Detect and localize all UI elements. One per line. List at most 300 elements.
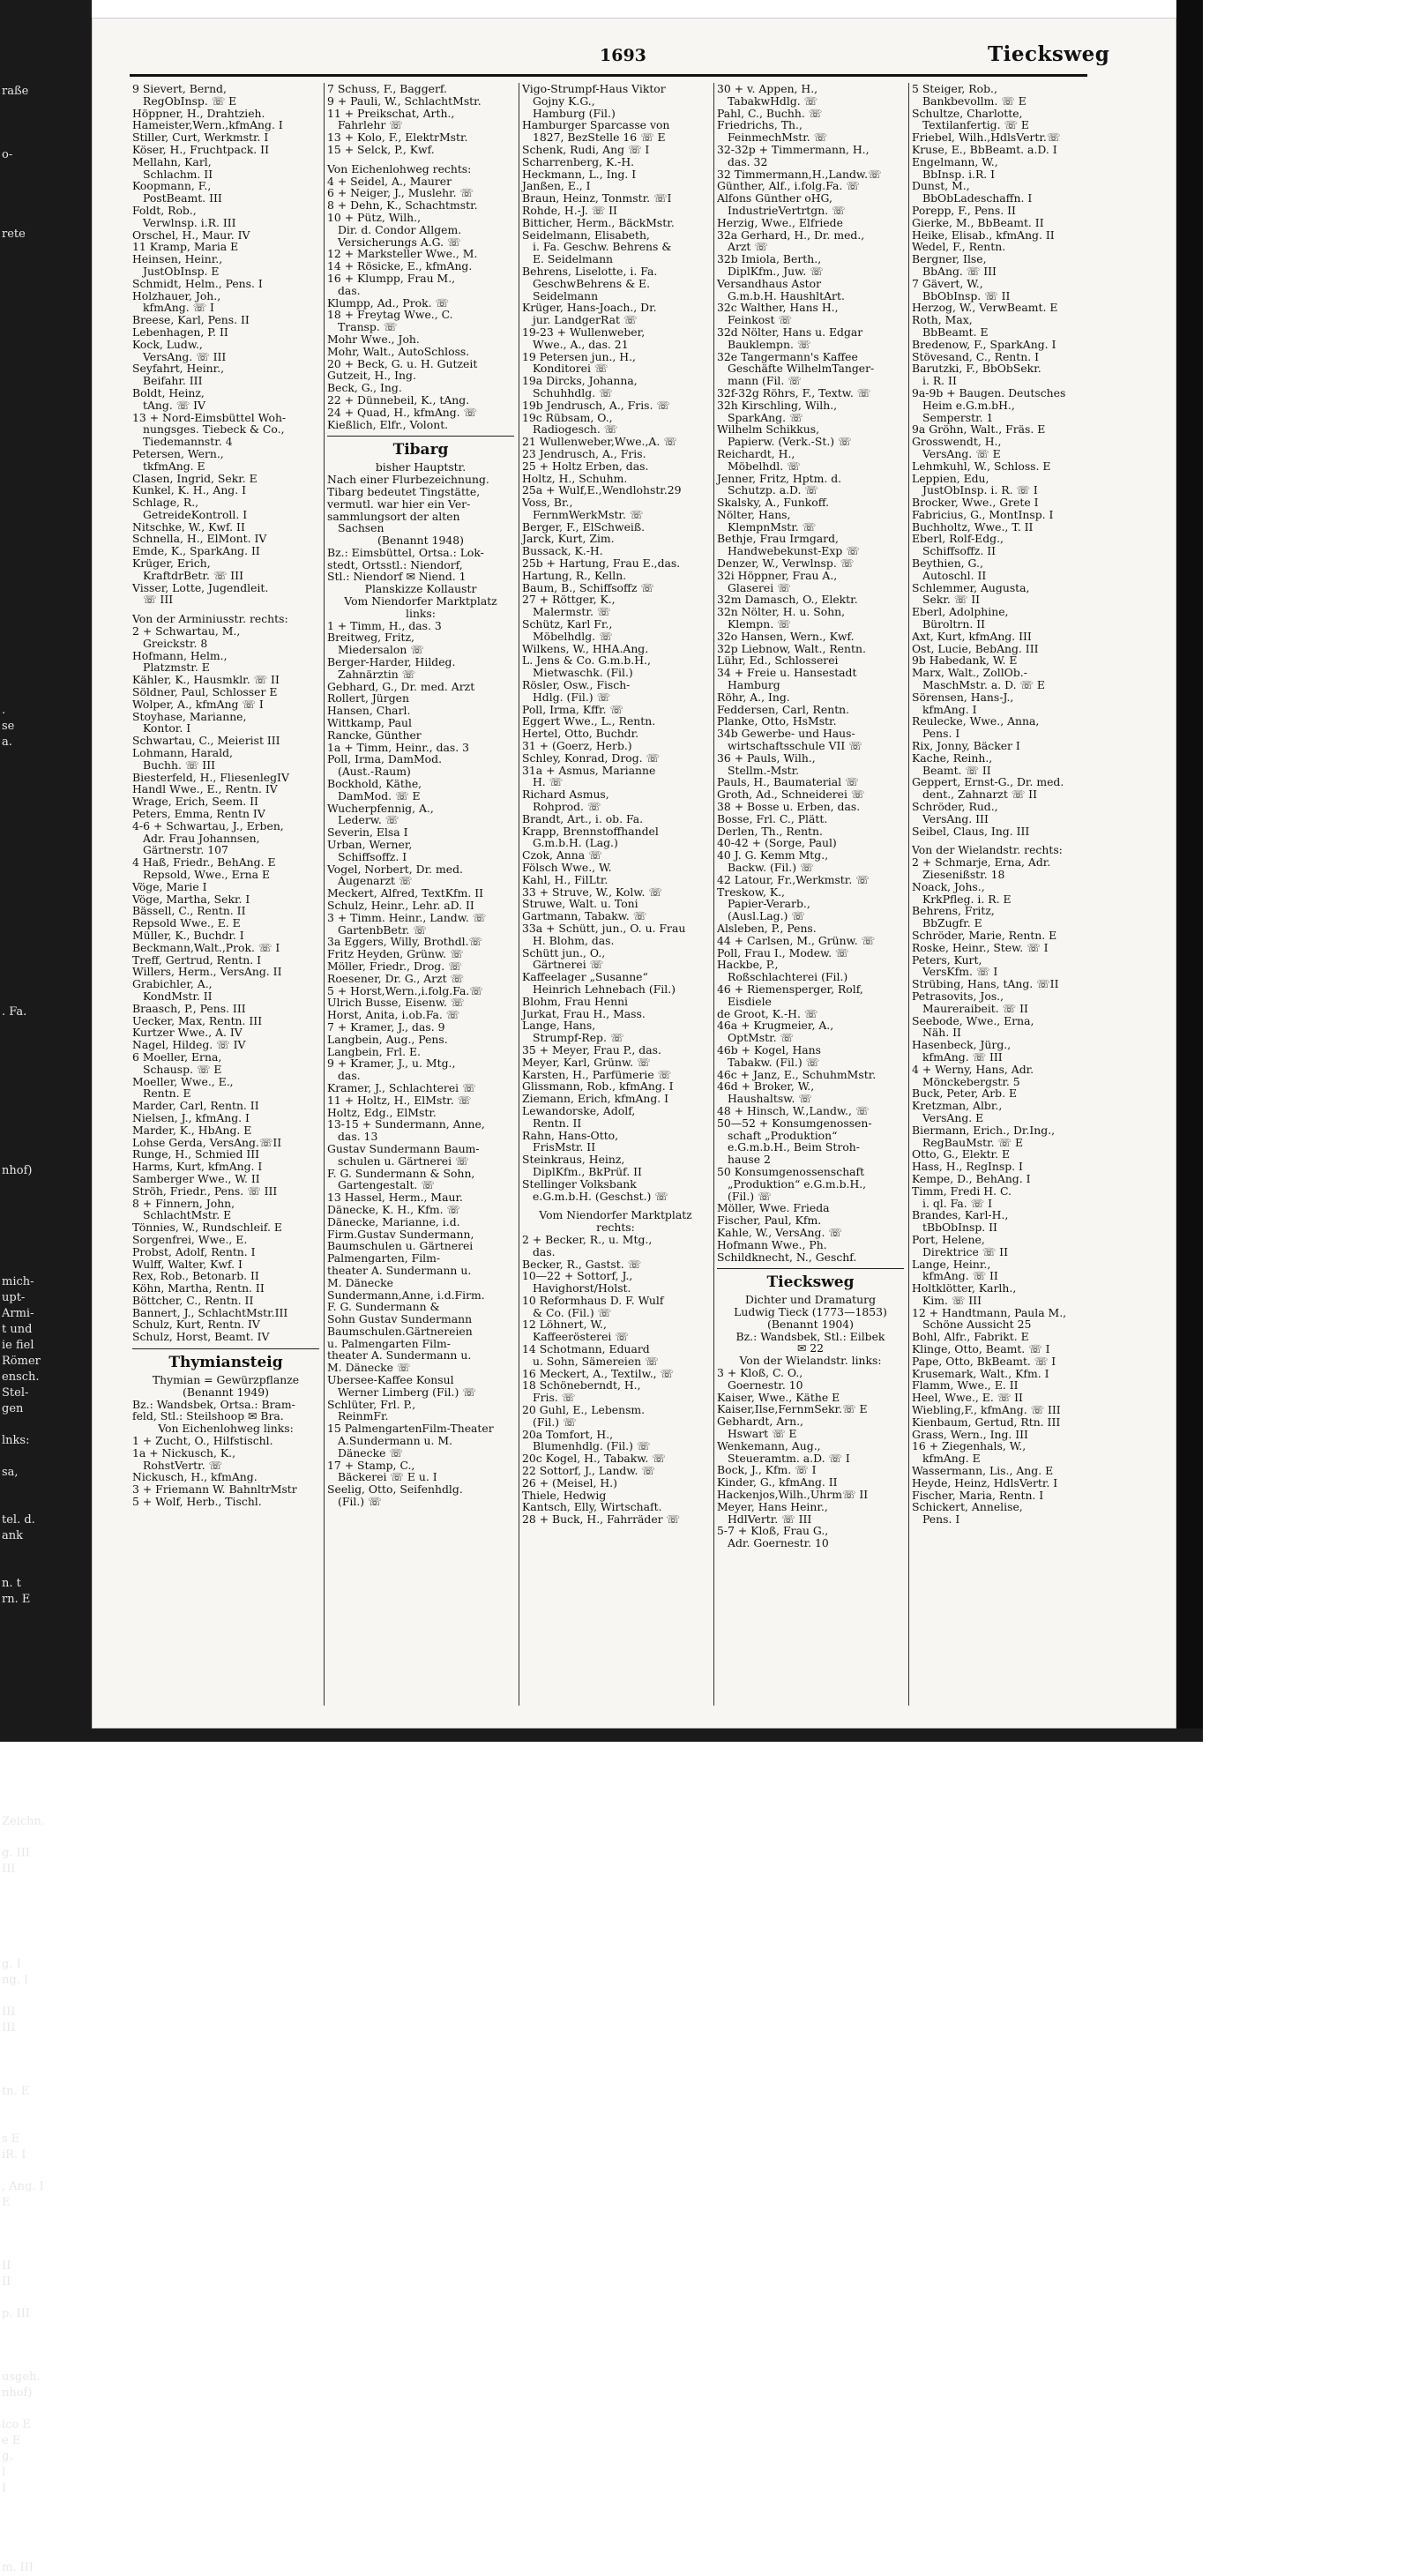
entry-continuation: PostBeamt. III (143, 191, 222, 205)
facing-page-fragment: upt- (2, 1291, 26, 1304)
entry-continuation: Textilanfertig. ☏ E (922, 118, 1029, 132)
facing-page-fragment (0, 782, 88, 798)
directory-entry: Schulz, Heinr., Lehr. aD. II (327, 899, 474, 912)
entry-continuation: Gärtnerei ☏ (533, 958, 604, 972)
directory-entry: 13 Hassel, Herm., Maur. (327, 1191, 463, 1205)
entry-continuation: OptMstr. ☏ (728, 1031, 795, 1045)
directory-entry: Engelmann, W., (912, 154, 998, 168)
directory-entry: Schütt jun., O., (522, 945, 606, 959)
facing-page-fragment (0, 941, 88, 957)
directory-entry: 9a-9b + Baugen. Deutsches (912, 385, 1066, 399)
section-rule (327, 430, 514, 437)
facing-page-fragment (0, 528, 88, 544)
entry-continuation: VersAng. ☏ E (922, 446, 1001, 460)
directory-entry: Uecker, Max, Rentn. III (132, 1013, 263, 1027)
entry-continuation: RohstVertr. ☏ (143, 1458, 223, 1472)
directory-entry: Berger, F., ElSchweiß. (522, 519, 646, 534)
directory-entry: Wedel, F., Rentn. (912, 240, 1006, 254)
directory-entry: 46c + Janz, E., SchuhmMstr. (717, 1067, 877, 1081)
directory-entry: 6 Moeller, Erna, (132, 1049, 222, 1064)
entry-continuation: Arzt ☏ (728, 240, 768, 254)
street-note: ✉ 22 (796, 1341, 825, 1355)
entry-continuation: mann (Fil. ☏ (728, 374, 802, 388)
directory-entry: 13-15 + Sundermann, Anne, (327, 1117, 485, 1131)
facing-page-fragment: Römer (2, 1355, 41, 1368)
directory-entry: Lange, Heinr., (912, 1257, 991, 1271)
entry-continuation: BbBeamt. E (922, 325, 989, 339)
column-divider (324, 83, 325, 1706)
street-note: (Benannt 1904) (767, 1317, 854, 1331)
directory-entry: 13 + Nord-Eimsbüttel Woh- (132, 410, 287, 424)
entry-continuation: Direktrice ☏ II (922, 1244, 1008, 1258)
directory-entry: 32m Damasch, O., Elektr. (717, 593, 858, 607)
entry-continuation: FeinmechMstr. ☏ (728, 131, 828, 145)
directory-entry: Stl.: Niendorf ✉ Niend. 1 (327, 570, 467, 584)
directory-entry: 44 + Carlsen, M., Grünw. ☏ (717, 933, 876, 947)
directory-entry: 31a + Asmus, Marianne (522, 763, 656, 777)
directory-entry: Struwe, Walt. u. Toni (522, 897, 638, 911)
entry-continuation: Haushaltsw. ☏ (728, 1092, 812, 1106)
directory-entry: Lebenhagen, P. II (132, 325, 228, 339)
directory-entry: Schulz, Kurt, Rentn. IV (132, 1318, 260, 1332)
facing-page-fragment (0, 2227, 88, 2243)
entry-continuation: E. Seidelmann (533, 252, 614, 266)
directory-entry: Kache, Reinh., (912, 750, 993, 765)
facing-page-fragment: raße (2, 85, 29, 98)
directory-entry: 32 Timmermann,H.,Landw.☏ (717, 167, 882, 181)
entry-continuation: wirtschaftsschule VII ☏ (728, 739, 862, 753)
directory-entry: Dänecke, K. H., Kfm. ☏ (327, 1202, 461, 1216)
directory-entry: 28 + Buck, H., Fahrräder ☏ (522, 1512, 681, 1527)
entry-continuation: Feinkost ☏ (728, 313, 792, 327)
entry-continuation: HdlVertr. ☏ III (728, 1512, 812, 1526)
facing-page-fragment (0, 2163, 88, 2179)
entry-continuation: schulen u. Gärtnerei ☏ (338, 1154, 469, 1168)
directory-entry: 10 + Pütz, Wilh., (327, 210, 422, 224)
facing-page-fragment (0, 877, 88, 893)
directory-entry: Urban, Werner, (327, 838, 413, 852)
entry-continuation: BbAng. ☏ III (922, 264, 997, 278)
directory-entry: 23 Jendrusch, A., Fris. (522, 446, 646, 460)
facing-page-fragment (0, 1116, 88, 1131)
directory-entry: Visser, Lotte, Jugendleit. (132, 580, 269, 594)
entry-continuation: Glaserei ☏ (728, 580, 791, 594)
directory-entry: Breitweg, Fritz, (327, 631, 414, 645)
entry-continuation: BbInsp. i.R. I (922, 167, 996, 181)
directory-entry: 8 + Dehn, K., Schachtmstr. (327, 198, 478, 213)
directory-entry: Hameister,Wern.,kfmAng. I (132, 118, 283, 132)
directory-entry: 18 + Freytag Wwe., C. (327, 308, 453, 322)
directory-entry: Fischer, Maria, Rentn. I (912, 1488, 1044, 1502)
directory-entry: Voss, Br., (522, 496, 573, 510)
entry-continuation: Verwlnsp. i.R. III (143, 215, 236, 229)
directory-entry: Otto, G., Elektr. E (912, 1147, 1011, 1161)
directory-entry: Groth, Ad., Schneiderei ☏ (717, 788, 865, 802)
directory-entry: Strübing, Hans, tAng. ☏II (912, 977, 1059, 991)
directory-entry: Alfons Günther oHG, (717, 191, 832, 205)
facing-page-fragment: III (2, 1863, 16, 1876)
directory-entry: Brandes, Karl-H., (912, 1208, 1009, 1222)
entry-continuation: ☏ III (143, 593, 174, 607)
facing-page-fragment (0, 195, 88, 211)
facing-page-fragment (0, 814, 88, 830)
entry-continuation: Beifahr. III (143, 374, 203, 388)
directory-entry: Rösler, Osw., Fisch- (522, 678, 631, 692)
directory-entry: Sörensen, Hans-J., (912, 690, 1014, 704)
right-margin-shadow (1176, 0, 1203, 1742)
directory-entry: 3 + Timm. Heinr., Landw. ☏ (327, 910, 487, 924)
facing-page-fragment: o- (2, 148, 13, 161)
directory-entry: Berger-Harder, Hildeg. (327, 655, 456, 669)
entry-continuation: BbObInsp. ☏ II (922, 288, 1011, 302)
directory-entry: Bosse, Frl. C., Plätt. (717, 811, 828, 825)
facing-page-fragment: III (2, 2021, 16, 2035)
directory-entry: 12 Löhnert, W., (522, 1318, 607, 1332)
entry-continuation: tkfmAng. E (143, 459, 205, 473)
directory-entry: Meckert, Alfred, TextKfm. II (327, 886, 484, 900)
directory-entry: Roske, Heinr., Stew. ☏ I (912, 940, 1049, 954)
entry-continuation: Havighorst/Holst. (533, 1281, 631, 1295)
directory-entry: Flamm, Wwe., E. II (912, 1378, 1019, 1393)
entry-continuation: „Produktion“ e.G.m.b.H., (728, 1176, 867, 1191)
directory-entry: 9b Habedank, W. E (912, 653, 1018, 668)
directory-entry: Baum, B., Schiffsoffz ☏ (522, 580, 654, 594)
directory-entry: 34 + Freie u. Hansestadt (717, 666, 857, 680)
column-2 (327, 83, 514, 1706)
entry-continuation: Hdlg. (Fil.) ☏ (533, 690, 611, 704)
facing-page-fragment (0, 639, 88, 655)
facing-page-fragment (0, 1751, 88, 1766)
facing-page-fragment (0, 1655, 88, 1671)
directory-entry: 31 + (Goerz, Herb.) (522, 739, 632, 753)
directory-entry: Marder, Carl, Rentn. II (132, 1099, 259, 1113)
directory-entry: Samberger Wwe., W. II (132, 1171, 260, 1185)
facing-page-fragment (0, 1020, 88, 1036)
entry-continuation: Schausp. ☏ E (143, 1062, 222, 1076)
directory-entry: Derlen, Th., Rentn. (717, 824, 823, 838)
facing-page-fragment (0, 1909, 88, 1925)
directory-entry: 4 + Werny, Hans, Adr. (912, 1062, 1034, 1076)
facing-page-fragment (0, 2401, 88, 2417)
facing-page-fragment (0, 512, 88, 528)
column-3 (522, 83, 709, 1706)
entry-continuation: das. (338, 1069, 361, 1083)
facing-page-fragment: t und (2, 1323, 33, 1336)
directory-entry: Eggert Wwe., L., Rentn. (522, 714, 656, 728)
directory-entry: Schickert, Annelise, (912, 1500, 1023, 1514)
directory-entry: 16 + Klumpp, Frau M., (327, 271, 456, 285)
entry-continuation: kfmAng. ☏ I (143, 301, 214, 315)
entry-continuation: KondMstr. II (143, 989, 213, 1003)
directory-entry: Thiele, Hedwig (522, 1488, 607, 1502)
directory-entry: Meyer, Karl, Grünw. ☏ (522, 1055, 651, 1069)
entry-continuation: Pens. I (922, 727, 960, 741)
directory-entry: Petersen, Wern., (132, 446, 224, 460)
facing-page-fragment (0, 1878, 88, 1893)
facing-page-fragment: a. (2, 735, 12, 749)
directory-entry: 2 + Becker, R., u. Mtg., (522, 1232, 653, 1246)
directory-entry: 17 + Stamp, C., (327, 1458, 415, 1472)
directory-entry: 3a Eggers, Willy, Brothdl.☏ (327, 935, 483, 949)
directory-entry: Eberl, Rolf-Edg., (912, 532, 1004, 546)
directory-entry: Röhr, A., Ing. (717, 690, 790, 704)
directory-entry: Kretzman, Albr., (912, 1099, 1003, 1113)
entry-continuation: ReinmFr. (338, 1409, 389, 1423)
directory-entry: 18 Schöneberndt, H., (522, 1378, 641, 1393)
directory-entry: Planke, Otto, HsMstr. (717, 714, 837, 728)
facing-page-fragment (0, 306, 88, 322)
street-note: Planskizze Kollaustr (364, 582, 477, 596)
directory-entry: 19-23 + Wullenweber, (522, 325, 646, 339)
facing-page-fragment: II (2, 2275, 11, 2289)
facing-page-fragment: III (2, 2005, 16, 2019)
directory-entry: Barutzki, F., BbObSekr. (912, 362, 1041, 376)
entry-continuation: Möbelhdlg. ☏ (533, 629, 613, 643)
directory-entry: vermutl. war hier ein Ver- (327, 497, 471, 511)
directory-entry: Ost, Lucie, BebAng. III (912, 641, 1039, 655)
directory-entry: Hansen, Charl. (327, 704, 411, 718)
directory-entry: 32n Nölter, H. u. Sohn, (717, 605, 846, 619)
facing-page-fragment (0, 2497, 88, 2513)
facing-page-fragment (0, 1798, 88, 1814)
directory-entry: Mellahn, Karl, (132, 154, 212, 168)
directory-entry: Gartmann, Tabakw. ☏ (522, 909, 647, 923)
directory-entry: Rohde, H.-J. ☏ II (522, 203, 617, 217)
directory-entry: 25 + Holtz Erben, das. (522, 459, 649, 473)
directory-entry: Lühr, Ed., Schlosserei (717, 653, 839, 668)
entry-continuation: Sachsen (338, 521, 384, 535)
facing-page-fragment: ensch. (2, 1370, 40, 1384)
entry-continuation: hause 2 (728, 1153, 771, 1167)
directory-entry: Reulecke, Wwe., Anna, (912, 714, 1040, 728)
directory-entry: Leppien, Edu, (912, 471, 989, 485)
directory-entry: Petrasovits, Jos., (912, 989, 1004, 1003)
directory-entry: Fischer, Paul, Kfm. (717, 1213, 822, 1228)
directory-entry: 26 + (Meisel, H.) (522, 1475, 617, 1490)
facing-page-fragment (0, 290, 88, 306)
facing-page-fragment (0, 179, 88, 195)
entry-continuation: IndustrieVertrtgn. ☏ (728, 203, 846, 217)
directory-entry: Fritz Heyden, Grünw. ☏ (327, 947, 464, 961)
directory-entry: 32h Kirschling, Wilh., (717, 398, 838, 412)
directory-entry: Lewandorske, Adolf, (522, 1103, 636, 1117)
directory-entry: 16 + Ziegenhals, W., (912, 1439, 1027, 1453)
directory-entry: 32o Hansen, Wern., Kwf. (717, 629, 855, 643)
directory-entry: 19a Dircks, Johanna, (522, 374, 638, 388)
directory-entry: Janßen, E., I (522, 179, 591, 193)
directory-entry: Kinder, G., kfmAng. II (717, 1475, 838, 1490)
entry-continuation: Bauklempn. ☏ (728, 337, 811, 351)
facing-page-fragment: rn. E (2, 1593, 31, 1606)
entry-continuation: Möbelhdl. ☏ (728, 459, 801, 473)
entry-continuation: kfmAng. E (922, 1452, 981, 1466)
directory-entry: 25b + Hartung, Frau E.,das. (522, 556, 681, 571)
facing-page-fragment (0, 1608, 88, 1624)
directory-entry: Bannert, J., SchlachtMstr.III (132, 1305, 288, 1319)
entry-continuation: VersAng. III (922, 811, 989, 825)
entry-continuation: VersAng. ☏ III (143, 349, 227, 363)
entry-continuation: G.m.b.H. HaushltArt. (728, 288, 845, 302)
facing-page-fragment (0, 766, 88, 782)
section-rule (132, 1343, 319, 1349)
entry-continuation: u. Sohn, Sämereien ☏ (533, 1354, 659, 1368)
facing-page-fragment (0, 957, 88, 973)
directory-entry: Pauls, H., Baumaterial ☏ (717, 775, 859, 789)
directory-entry: 9 + Pauli, W., SchlachtMstr. (327, 93, 482, 108)
directory-entry: Richard Asmus, (522, 788, 609, 802)
directory-entry: Wilkens, W., HHA.Ang. (522, 641, 649, 655)
directory-entry: Grosswendt, H., (912, 435, 1002, 449)
entry-continuation: kfmAng. ☏ II (922, 1269, 998, 1283)
entry-continuation: Büroltrn. II (922, 617, 985, 631)
directory-entry: M. Dänecke ☏ (327, 1361, 411, 1375)
directory-entry: Böttcher, C., Rentn. II (132, 1293, 254, 1307)
directory-entry: Bock, J., Kfm. ☏ I (717, 1463, 817, 1477)
facing-page-fragment: m. III (2, 2561, 34, 2574)
directory-entry: Hertel, Otto, Buchdr. (522, 727, 639, 741)
directory-entry: Baumschulen.Gärtnereien (327, 1324, 473, 1338)
entry-continuation: Fris. ☏ (533, 1391, 576, 1405)
facing-page-fragment (0, 1703, 88, 1719)
directory-entry: Clasen, Ingrid, Sekr. E (132, 471, 258, 485)
directory-entry: 15 + Selck, P., Kwf. (327, 142, 435, 156)
entry-continuation: (Fil.) ☏ (728, 1189, 772, 1203)
directory-entry: 20a Tomfort, H., (522, 1427, 614, 1441)
directory-entry: stedt, Ortsstl.: Niendorf, (327, 557, 463, 571)
directory-entry: L. Jens & Co. G.m.b.H., (522, 653, 651, 668)
entry-continuation: Miedersalon ☏ (338, 643, 424, 657)
entry-continuation: Mietwaschk. (Fil.) (533, 666, 633, 680)
directory-entry: Mohr Wwe., Joh. (327, 332, 420, 346)
facing-page-fragment (0, 798, 88, 814)
directory-entry: Hackbe, P., (717, 958, 779, 972)
directory-entry: 32b Imiola, Berth., (717, 252, 822, 266)
directory-entry: Wulff, Walter, Kwf. I (132, 1257, 243, 1271)
facing-page-fragment (0, 623, 88, 639)
directory-entry: Ströh, Friedr., Pens. ☏ III (132, 1183, 278, 1198)
column-5 (912, 83, 1088, 1706)
directory-entry: Schlage, R., (132, 496, 199, 510)
entry-continuation: Geschäfte WilhelmTanger- (728, 362, 875, 376)
facing-page-fragment: sa, (2, 1466, 19, 1479)
directory-entry: Grass, Wern., Ing. III (912, 1427, 1028, 1441)
directory-entry: 10—22 + Sottorf, J., (522, 1269, 633, 1283)
entry-continuation: Schiffsoffz. II (922, 544, 996, 558)
directory-entry: Klumpp, Ad., Prok. ☏ (327, 295, 449, 310)
entry-continuation: RegBauMstr. ☏ E (922, 1135, 1024, 1149)
facing-page-fragment (0, 338, 88, 354)
directory-entry: Seibel, Claus, Ing. III (912, 824, 1030, 838)
directory-entry: Kunkel, K. H., Ang. I (132, 483, 247, 497)
entry-continuation: Lederw. ☏ (338, 813, 399, 827)
street-note: Ludwig Tieck (1773—1853) (734, 1305, 887, 1319)
street-note: (Benannt 1948) (377, 534, 464, 548)
facing-page-fragment (0, 2068, 88, 2084)
facing-page-fragment (0, 862, 88, 877)
facing-page-fragment (0, 211, 88, 227)
entry-continuation: Maureraibeit. ☏ II (922, 1001, 1028, 1015)
directory-entry: Wucherpfennig, A., (327, 801, 434, 815)
entry-continuation: Versicherungs A.G. ☏ (338, 235, 461, 249)
facing-page-fragment: ie fiel (2, 1339, 34, 1352)
entry-continuation: Wwe., A., das. 21 (533, 337, 629, 351)
entry-continuation: Roßschlachterei (Fil.) (728, 970, 848, 984)
directory-entry: Söldner, Paul, Schlosser E (132, 685, 278, 699)
entry-continuation: (Ausl.Lag.) ☏ (728, 909, 805, 923)
directory-entry: Rix, Jonny, Bäcker I (912, 739, 1020, 753)
entry-continuation: Gojny K.G., (533, 93, 595, 108)
entry-continuation: tAng. ☏ IV (143, 398, 205, 412)
directory-entry: Von der Arminiusstr. rechts: (132, 612, 288, 626)
entry-continuation: Konditorei ☏ (533, 362, 608, 376)
entry-continuation: GartenbBetr. ☏ (338, 922, 427, 937)
facing-page-fragment (0, 846, 88, 862)
directory-entry: 12 + Marksteller Wwe., M. (327, 247, 478, 261)
directory-entry: Rahn, Hans-Otto, (522, 1128, 619, 1142)
facing-page-fragment: usgeh. (2, 2371, 41, 2384)
entry-continuation: Greickstr. 8 (143, 636, 208, 650)
directory-entry: Fabricius, G., MontInsp. I (912, 507, 1054, 521)
directory-entry: 20 + Beck, G. u. H. Gutzeit (327, 356, 478, 370)
directory-entry: Kruse, E., BbBeamt. a.D. I (912, 142, 1057, 156)
directory-entry: Seidelmann, Elisabeth, (522, 228, 650, 242)
directory-entry: 11 + Preikschat, Arth., (327, 106, 455, 120)
entry-continuation: Adr. Frau Johannsen, (143, 831, 260, 845)
entry-continuation: Augenarzt ☏ (338, 874, 413, 888)
directory-entry: Von der Wielandstr. rechts: (912, 843, 1063, 857)
directory-entry: Höppner, H., Drahtzieh. (132, 106, 265, 120)
directory-entry: Wassermann, Lis., Ang. E (912, 1464, 1054, 1478)
directory-entry: 12 + Handtmann, Paula M., (912, 1305, 1067, 1319)
directory-entry: Vöge, Marie I (132, 879, 207, 893)
entry-continuation: Strumpf-Rep. ☏ (533, 1031, 624, 1045)
directory-entry: 21 Wullenweber,Wwe.,A. ☏ (522, 435, 677, 449)
directory-entry: Axt, Kurt, kfmAng. III (912, 629, 1032, 643)
directory-entry: Beck, G., Ing. (327, 381, 402, 395)
facing-page-fragment (0, 2354, 88, 2370)
facing-page-fragment (0, 2211, 88, 2227)
facing-page-strip (0, 84, 88, 2574)
directory-entry: 38 + Bosse u. Erben, das. (717, 800, 861, 814)
directory-entry: Glissmann, Rob., kfmAng. I (522, 1079, 674, 1094)
directory-entry: Stiller, Curt, Werkmstr. I (132, 131, 269, 145)
entry-continuation: Ziesenißstr. 18 (922, 868, 1005, 881)
directory-entry: 32c Walther, Hans H., (717, 301, 839, 315)
directory-entry: 1 + Zucht, O., Hilfstischl. (132, 1434, 273, 1448)
facing-page-fragment (0, 592, 88, 608)
entry-continuation: Zahnärztin ☏ (338, 667, 416, 681)
directory-entry: Timm, Fredi H. C. (912, 1183, 1012, 1198)
directory-entry: Holtz, H., Schuhm. (522, 471, 628, 485)
entry-continuation: Dänecke ☏ (338, 1445, 403, 1460)
facing-page-fragment: . Fa. (2, 1005, 27, 1019)
entry-continuation: nungsges. Tiebeck & Co., (143, 422, 285, 437)
directory-entry: Baumschulen u. Gärtnerei (327, 1239, 474, 1253)
entry-continuation: Kim. ☏ III (922, 1293, 982, 1307)
directory-entry: Handl Wwe., E., Rentn. IV (132, 782, 278, 796)
column-4 (717, 83, 904, 1706)
facing-page-fragment (0, 433, 88, 449)
directory-entry: Meyer, Hans Heinr., (717, 1499, 828, 1513)
directory-entry: Boldt, Heinz, (132, 385, 205, 399)
facing-page-fragment (0, 1544, 88, 1560)
directory-entry: Peters, Emma, Rentn IV (132, 807, 265, 821)
directory-entry: Wiebling,F., kfmAng. ☏ III (912, 1403, 1061, 1417)
facing-page-fragment: ico E (2, 2418, 31, 2431)
facing-page-fragment (0, 893, 88, 909)
facing-page-fragment: ng. I (2, 1974, 29, 1987)
street-note: Von Eichenlohweg links: (158, 1422, 294, 1436)
